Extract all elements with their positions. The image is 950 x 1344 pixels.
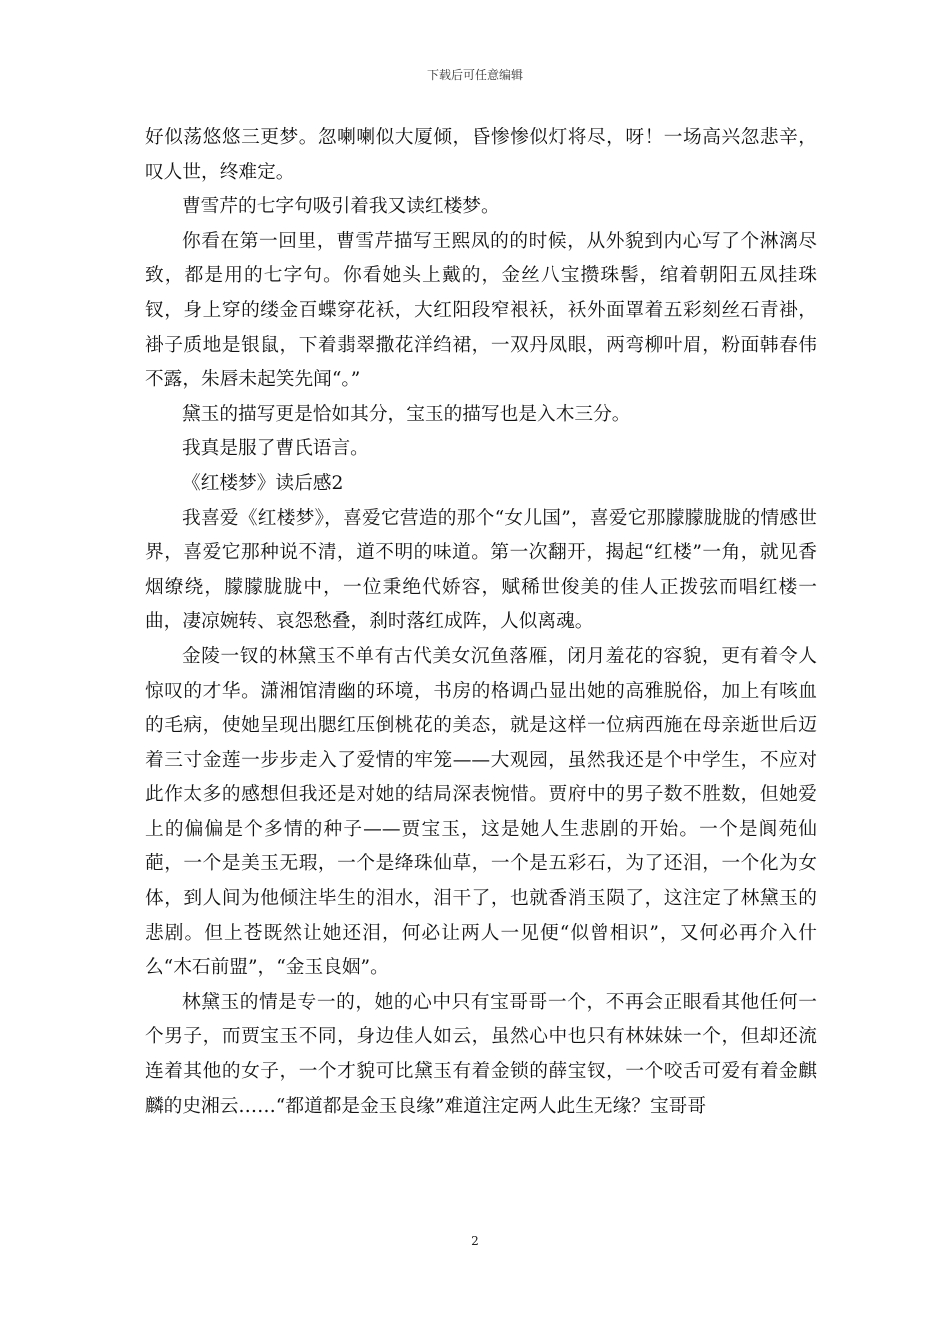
paragraph: 曹雪芹的七字句吸引着我又读红楼梦。 (182, 196, 500, 218)
paragraph: 你看在第一回里，曹雪芹描写王熙凤的的时候，从外貌到内心写了个淋漓尽致，都是用的七字句。你看她头上戴的，金丝八宝攒珠髻，绾着朝阳五凤挂珠钗，身上穿的缕金百蝶穿花袄，大红阳段窄裉袄，袄外面罩着五彩刻丝石青褂，褂子质地是银鼠，下着翡翠撒花洋绉裙，一双丹凤眼，两弯柳叶眉，粉面韩春伟不露，朱唇未起笑先闻“。” (145, 230, 817, 391)
paragraph: 我真是服了曹氏语言。 (182, 438, 369, 460)
paragraph: 我喜爱《红楼梦》，喜爱它营造的那个“女儿国”，喜爱它那朦朦胧胧的情感世界，喜爱它那种说不清，道不明的味道。第一次翻开，揭起“红楼”一角，就见香烟缭绕，朦朦胧胧中，一位秉绝代娇容，赋稀世俊美的佳人正拨弦而唱红楼一曲，凄凉婉转、哀怨愁叠，刹时落红成阵，人似离魂。 (145, 507, 817, 633)
body-text (145, 121, 817, 1124)
paragraph: 黛玉的描写更是恰如其分，宝玉的描写也是入木三分。 (182, 403, 631, 425)
paragraph-continued: 好似荡悠悠三更梦。忽喇喇似大厦倾，昏惨惨似灯将尽，呀！一场高兴忽悲辛，叹人世，终难定。 (145, 127, 817, 183)
page-header: 下载后可任意编辑 (426, 68, 523, 82)
section-heading: 《红楼梦》读后感2 (182, 472, 344, 494)
paragraph: 金陵一钗的林黛玉不单有古代美女沉鱼落雁，闭月羞花的容貌，更有着令人惊叹的才华。潇湘馆清幽的环境，书房的格调凸显出她的高雅脱俗，加上有咳血的毛病，使她呈现出腮红压倒桃花的美态，就是这样一位病西施在母亲逝世后迈着三寸金莲一步步走入了爱情的牢笼——大观园，虽然我还是个中学生，不应对此作太多的感想但我还是对她的结局深表惋惜。贾府中的男子数不胜数，但她爱上的偏偏是个多情的种子——贾宝玉，这是她人生悲剧的开始。一个是阆苑仙葩，一个是美玉无瑕，一个是绛珠仙草，一个是五彩石，为了还泪，一个化为女体，到人间为他倾注毕生的泪水，泪干了，也就香消玉陨了，这注定了林黛玉的悲剧。但上苍既然让她还泪，何必让两人一见便“似曾相识”，又何必再介入什么“木石前盟”，“金玉良姻”。 (145, 645, 817, 979)
paragraph: 林黛玉的情是专一的，她的心中只有宝哥哥一个，不再会正眼看其他任何一个男子，而贾宝玉不同，身边佳人如云，虽然心中也只有林妹妹一个，但却还流连着其他的女子，一个才貌可比黛玉有着金锁的薛宝钗，一个咬舌可爱有着金麒麟的史湘云……“都道都是金玉良缘”难道注定两人此生无缘？宝哥哥 (145, 991, 817, 1117)
page-number: 2 (471, 1234, 479, 1248)
